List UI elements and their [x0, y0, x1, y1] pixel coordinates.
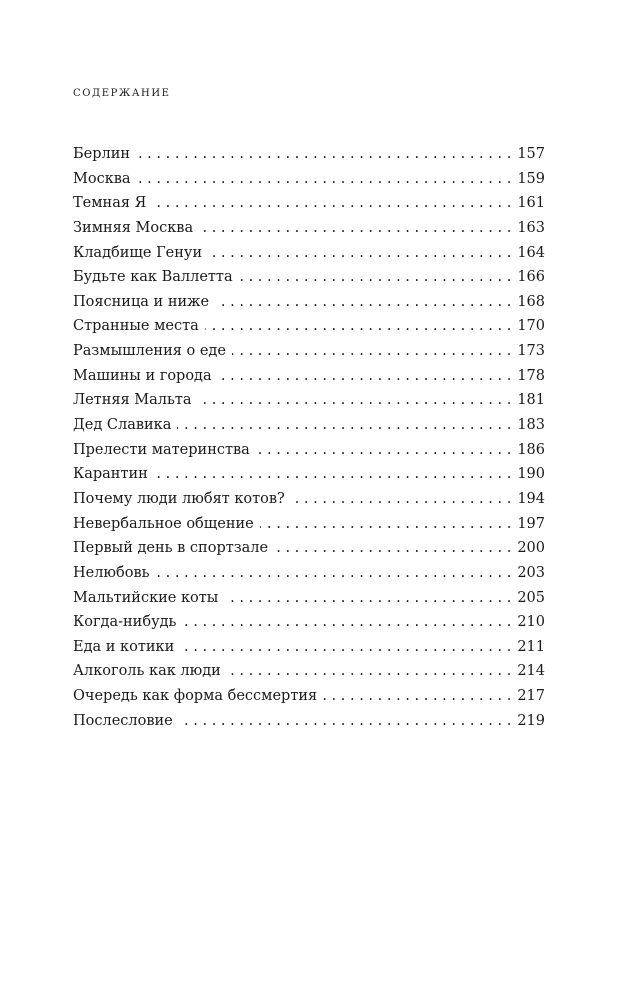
entry-title: Берлин	[73, 146, 131, 162]
toc-entry	[73, 265, 545, 290]
toc-entry	[73, 191, 545, 216]
leader-dots	[291, 487, 511, 512]
leader-dots	[156, 561, 512, 586]
entry-title: Послесловие	[73, 712, 173, 729]
leader-dots	[239, 265, 512, 290]
leader-dots	[152, 191, 511, 216]
entry-page-number: 163	[517, 219, 545, 236]
leader-dots	[180, 635, 511, 660]
entry-page-number: 186	[517, 441, 545, 458]
toc-entry	[73, 709, 545, 734]
toc-entry	[73, 290, 545, 315]
entry-title: Еда и котики	[73, 638, 175, 655]
leader-dots	[256, 438, 512, 463]
toc-entry	[73, 314, 545, 339]
entry-page-number: 203	[517, 564, 545, 581]
entry-page-number: 211	[517, 638, 545, 655]
entry-title: Мальтийские коты	[73, 589, 219, 606]
entry-title: Почему люди любят котов?	[73, 490, 285, 507]
leader-dots	[182, 610, 511, 635]
entry-title: Размышления о еде	[73, 343, 226, 360]
toc-entry	[73, 413, 545, 438]
toc-entry	[73, 586, 545, 611]
entry-page-number: 200	[517, 540, 545, 557]
entry-page-number: 217	[517, 688, 545, 705]
entry-page-number: 219	[517, 712, 545, 729]
entry-page-number: 197	[517, 515, 545, 532]
entry-page-number: 168	[517, 293, 545, 310]
toc-entry	[73, 241, 545, 266]
entry-page-number: 161	[517, 195, 545, 212]
entry-title: Будьте как Валлетта	[73, 269, 233, 286]
toc-entry	[73, 216, 545, 241]
toc-entry	[73, 487, 545, 512]
entry-title: Темная Я	[73, 195, 147, 212]
toc-entry	[73, 438, 545, 463]
entry-title: Странные места	[73, 318, 199, 335]
entry-title: Очередь как форма бессмертия	[73, 688, 318, 705]
toc-entry	[73, 167, 545, 192]
entry-title: Москва	[73, 170, 131, 187]
entry-title: Когда-нибудь	[73, 614, 177, 631]
entry-title: Летняя Мальта	[73, 392, 192, 409]
entry-title: Кладбище Генуи	[73, 244, 203, 261]
toc-entry	[73, 142, 545, 167]
entry-page-number: 164	[517, 244, 545, 261]
toc-entry	[73, 684, 545, 709]
entry-title: Первый день в спортзале	[73, 540, 269, 557]
leader-dots	[199, 216, 511, 241]
entry-page-number: 178	[517, 367, 545, 384]
entry-title: Прелести материнства	[73, 441, 250, 458]
toc-entry	[73, 512, 545, 537]
page-title: СОДЕРЖАНИЕ	[73, 88, 171, 99]
entry-page-number: 183	[517, 417, 545, 434]
table-of-contents	[73, 142, 545, 733]
leader-dots	[179, 709, 512, 734]
toc-entry	[73, 388, 545, 413]
entry-page-number: 190	[517, 466, 545, 483]
leader-dots	[137, 167, 512, 192]
entry-title: Карантин	[73, 466, 148, 483]
entry-page-number: 157	[517, 146, 545, 162]
leader-dots	[232, 339, 511, 364]
toc-entry	[73, 659, 545, 684]
entry-title: Машины и города	[73, 367, 212, 384]
toc-entry	[73, 462, 545, 487]
leader-dots	[205, 314, 512, 339]
leader-dots	[177, 413, 511, 438]
entry-page-number: 166	[517, 269, 545, 286]
toc-entry	[73, 561, 545, 586]
toc-entry	[73, 536, 545, 561]
entry-title: Зимняя Москва	[73, 219, 194, 236]
leader-dots	[215, 290, 511, 315]
entry-page-number: 173	[517, 343, 545, 360]
entry-page-number: 214	[517, 663, 545, 680]
toc-entry	[73, 364, 545, 389]
entry-title: Дед Славика	[73, 417, 172, 434]
toc-entry	[73, 610, 545, 635]
toc-entry	[73, 339, 545, 364]
entry-page-number: 159	[517, 170, 545, 187]
entry-page-number: 194	[517, 490, 545, 507]
leader-dots	[198, 388, 512, 413]
leader-dots	[260, 512, 512, 537]
leader-dots	[227, 659, 511, 684]
leader-dots	[208, 241, 511, 266]
leader-dots	[323, 684, 511, 709]
leader-dots	[224, 586, 511, 611]
entry-page-number: 181	[517, 392, 545, 409]
entry-title: Невербальное общение	[73, 515, 254, 532]
leader-dots	[274, 536, 511, 561]
leader-dots	[136, 142, 511, 167]
leader-dots	[218, 364, 512, 389]
leader-dots	[154, 462, 512, 487]
entry-title: Алкоголь как люди	[73, 663, 221, 680]
entry-page-number: 205	[517, 589, 545, 606]
entry-title: Нелюбовь	[73, 564, 150, 581]
entry-title: Поясница и ниже	[73, 293, 210, 310]
entry-page-number: 210	[517, 614, 545, 631]
toc-entry	[73, 635, 545, 660]
entry-page-number: 170	[517, 318, 545, 335]
